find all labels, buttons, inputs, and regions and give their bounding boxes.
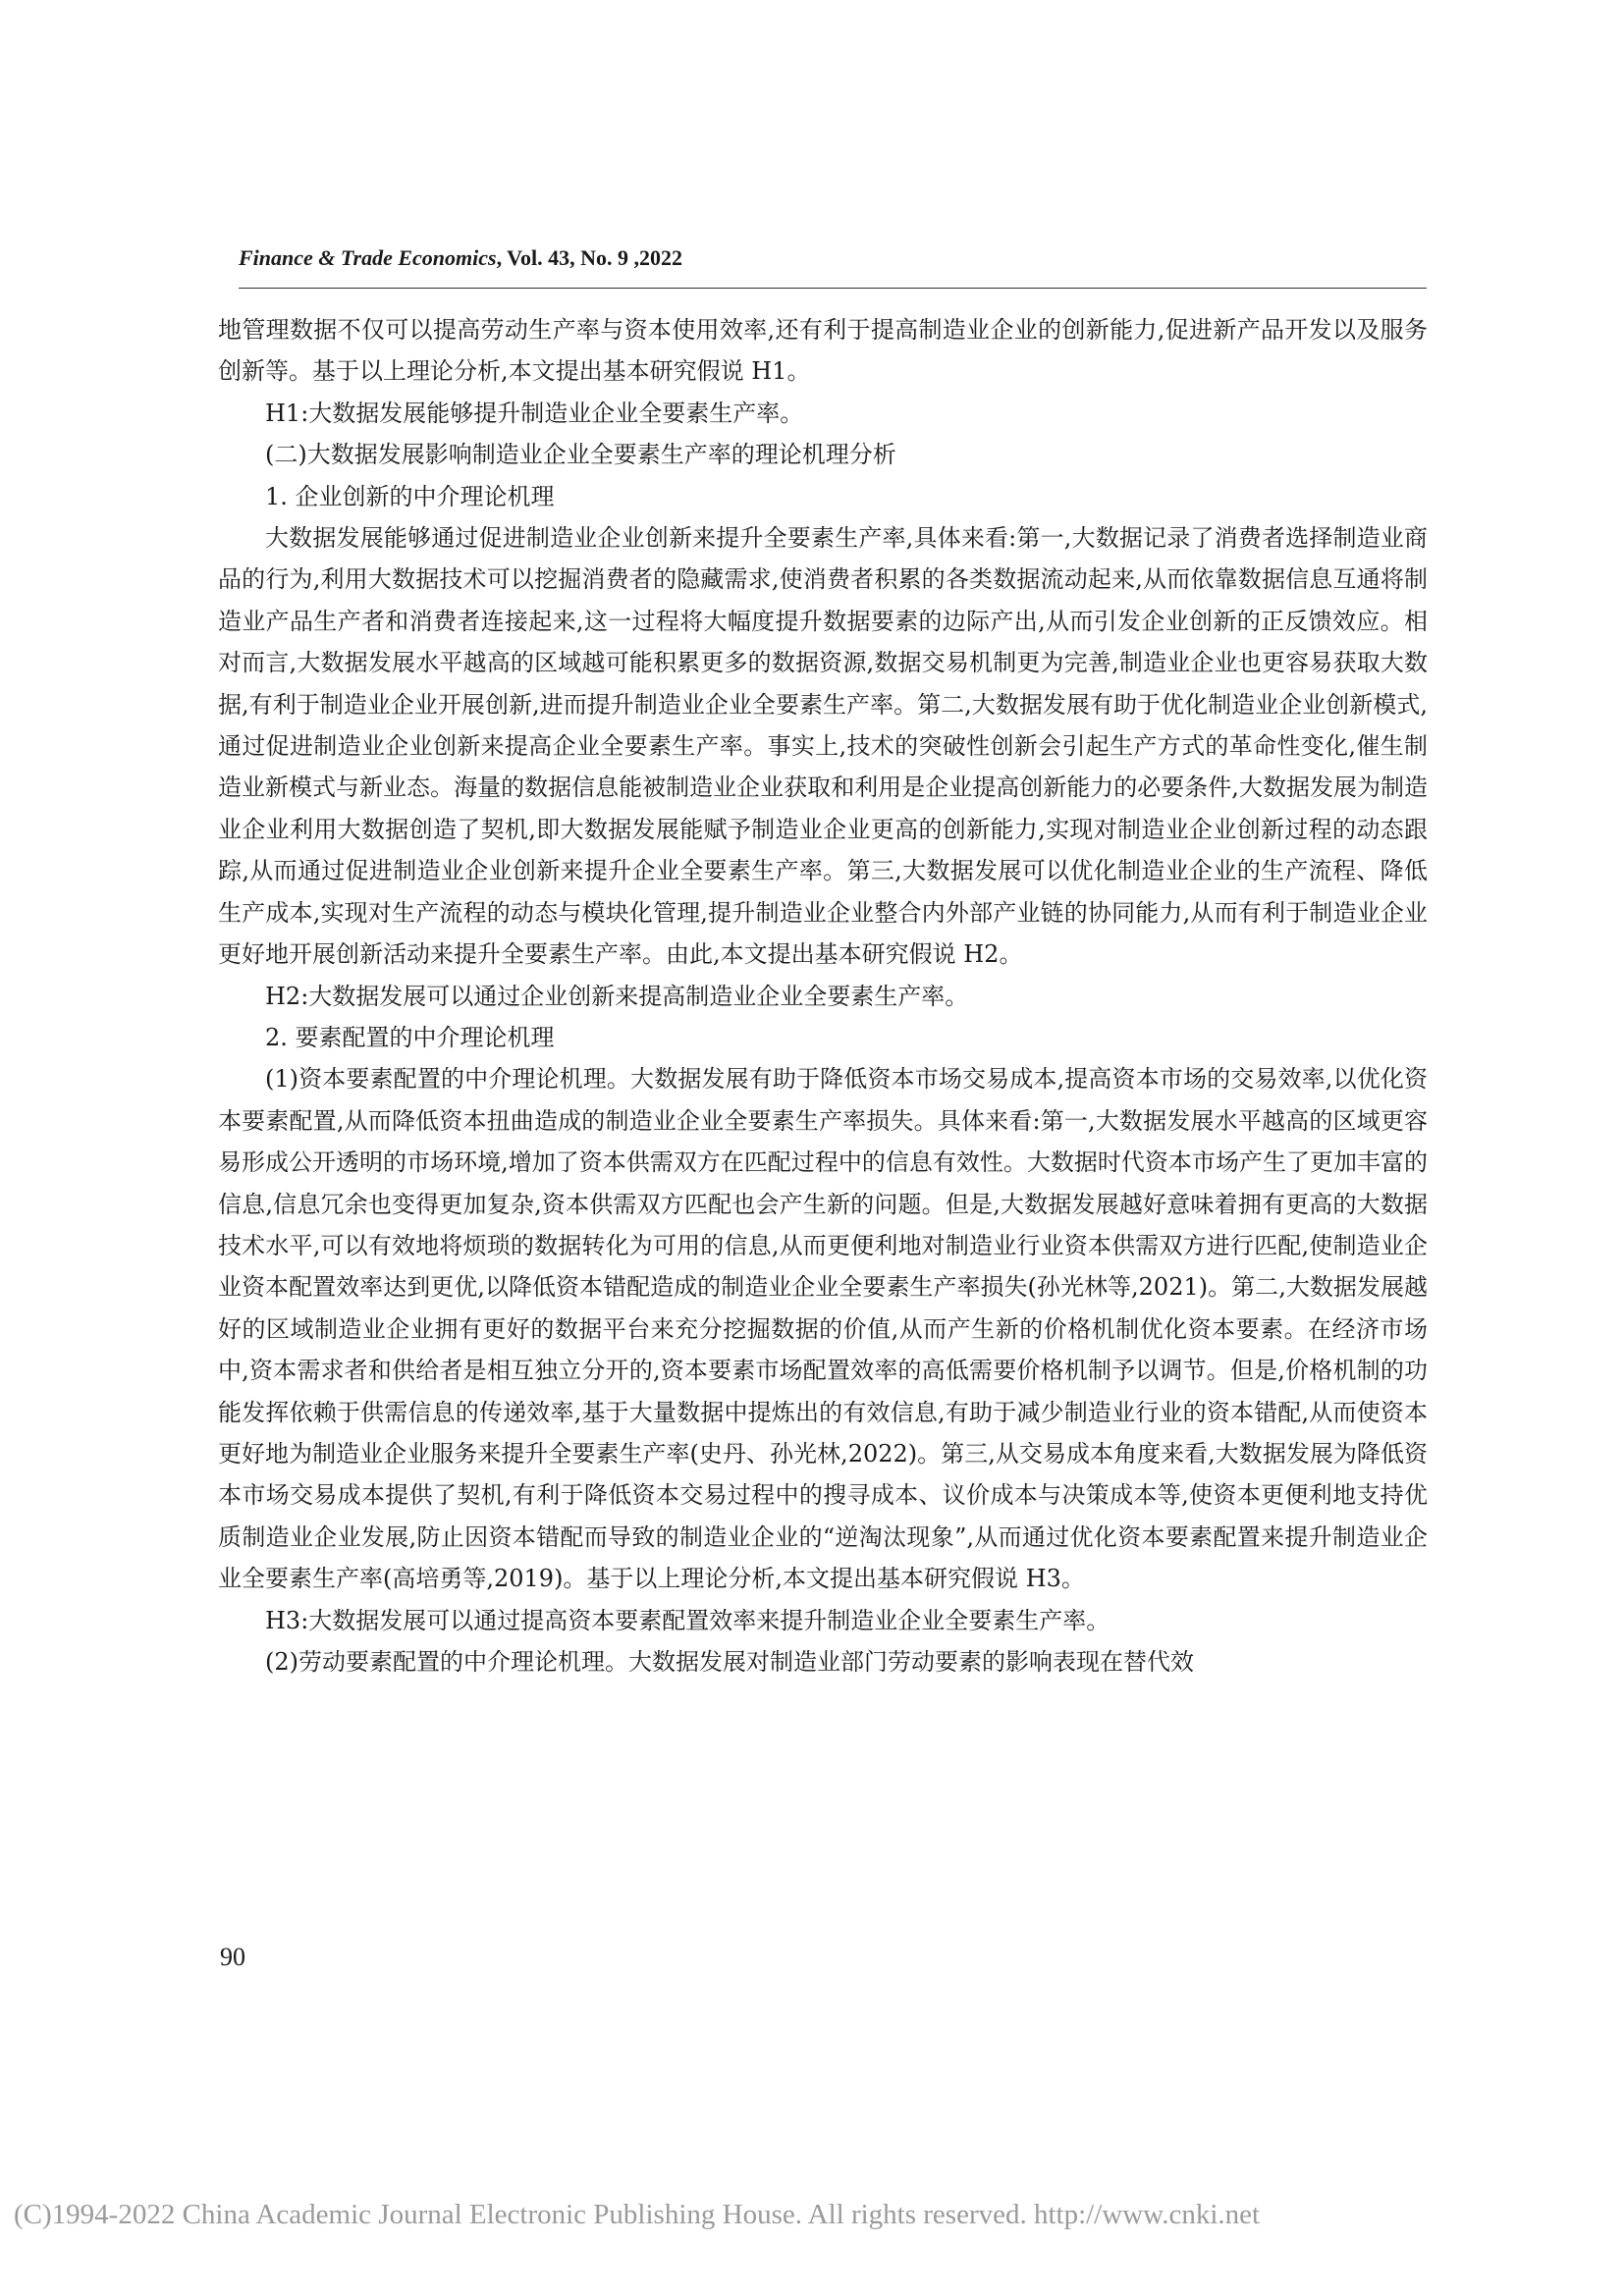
- paragraph: 地管理数据不仅可以提高劳动生产率与资本使用效率,还有利于提高制造业企业的创新能力,促进新产品开发以及服务创新等。基于以上理论分析,本文提出基本研究假说 H1。: [218, 316, 1428, 386]
- page-number: 90: [220, 1943, 245, 1971]
- paragraph: 大数据发展能够通过促进制造业企业创新来提升全要素生产率,具体来看:第一,大数据记录了消费者选择制造业商品的行为,利用大数据技术可以挖掘消费者的隐藏需求,使消费者积累的各类数据流动起来,从而依靠数据信息互通将制造业产品生产者和消费者连接起来,这一过程将大幅度提升数据要素的边际产出,从而引发企业创新的正反馈效应。相对而言,大数据发展水平越高的区域越可能积累更多的数据资源,数据交易机制更为完善,制造业企业也更容易获取大数据,有利于制造业企业开展创新,进而提升制造业企业全要素生产率。第二,大数据发展有助于优化制造业企业创新模式,通过促进制造业企业创新来提高企业全要素生产率。事实上,技术的突破性创新会引起生产方式的革命性变化,催生制造业新模式与新业态。海量的数据信息能被制造业企业获取和利用是企业提高创新能力的必要条件,大数据发展为制造业企业利用大数据创造了契机,即大数据发展能赋予制造业企业更高的创新能力,实现对制造业企业创新过程的动态跟踪,从而通过促进制造业企业创新来提升企业全要素生产率。第三,大数据发展可以优化制造业企业的生产流程、降低生产成本,实现对生产流程的动态与模块化管理,提升制造业企业整合内外部产业链的协同能力,从而有利于制造业企业更好地开展创新活动来提升全要素生产率。由此,本文提出基本研究假说 H2。: [218, 524, 1428, 969]
- hypothesis-h3: H3:大数据发展可以通过提高资本要素配置效率来提升制造业企业全要素生产率。: [265, 1606, 1110, 1634]
- running-header: [239, 245, 682, 271]
- header-rule: [239, 288, 1427, 289]
- journal-issue: , Vol. 43, No. 9 ,2022: [496, 245, 683, 270]
- paragraph: (2)劳动要素配置的中介理论机理。大数据发展对制造业部门劳动要素的影响表现在替代效: [265, 1648, 1194, 1676]
- copyright-footer: (C)1994-2022 China Academic Journal Electronic Publishing House. All rights reserved. http://www.cnki.net: [14, 2199, 1261, 2230]
- hypothesis-h1: H1:大数据发展能够提升制造业企业全要素生产率。: [265, 399, 804, 427]
- journal-name: Finance & Trade Economics: [239, 245, 497, 270]
- hypothesis-h2: H2:大数据发展可以通过企业创新来提高制造业企业全要素生产率。: [265, 982, 969, 1010]
- paragraph: (1)资本要素配置的中介理论机理。大数据发展有助于降低资本市场交易成本,提高资本市场的交易效率,以优化资本要素配置,从而降低资本扭曲造成的制造业企业全要素生产率损失。具体来看:第一,大数据发展水平越高的区域更容易形成公开透明的市场环境,增加了资本供需双方在匹配过程中的信息有效性。大数据时代资本市场产生了更加丰富的信息,信息冗余也变得更加复杂,资本供需双方匹配也会产生新的问题。但是,大数据发展越好意味着拥有更高的大数据技术水平,可以有效地将烦琐的数据转化为可用的信息,从而更便利地对制造业行业资本供需双方进行匹配,使制造业企业资本配置效率达到更优,以降低资本错配造成的制造业企业全要素生产率损失(孙光林等,2021)。第二,大数据发展越好的区域制造业企业拥有更好的数据平台来充分挖掘数据的价值,从而产生新的价格机制优化资本要素。在经济市场中,资本需求者和供给者是相互独立分开的,资本要素市场配置效率的高低需要价格机制予以调节。但是,价格机制的功能发挥依赖于供需信息的传递效率,基于大量数据中提炼出的有效信息,有助于减少制造业行业的资本错配,从而使资本更好地为制造业企业服务来提升全要素生产率(史丹、孙光林,2022)。第三,从交易成本角度来看,大数据发展为降低资本市场交易成本提供了契机,有利于降低资本交易过程中的搜寻成本、议价成本与决策成本等,使资本更便利地支持优质制造业企业发展,防止因资本错配而导致的制造业企业的“逆淘汰现象”,从而通过优化资本要素配置来提升制造业企业全要素生产率(高培勇等,2019)。基于以上理论分析,本文提出基本研究假说 H3。: [218, 1065, 1428, 1593]
- subsection-heading: 2. 要素配置的中介理论机理: [265, 1023, 555, 1051]
- section-heading: (二)大数据发展影响制造业企业全要素生产率的理论机理分析: [265, 441, 896, 469]
- subsection-heading: 1. 企业创新的中介理论机理: [265, 482, 555, 510]
- body-text: [218, 309, 1428, 1682]
